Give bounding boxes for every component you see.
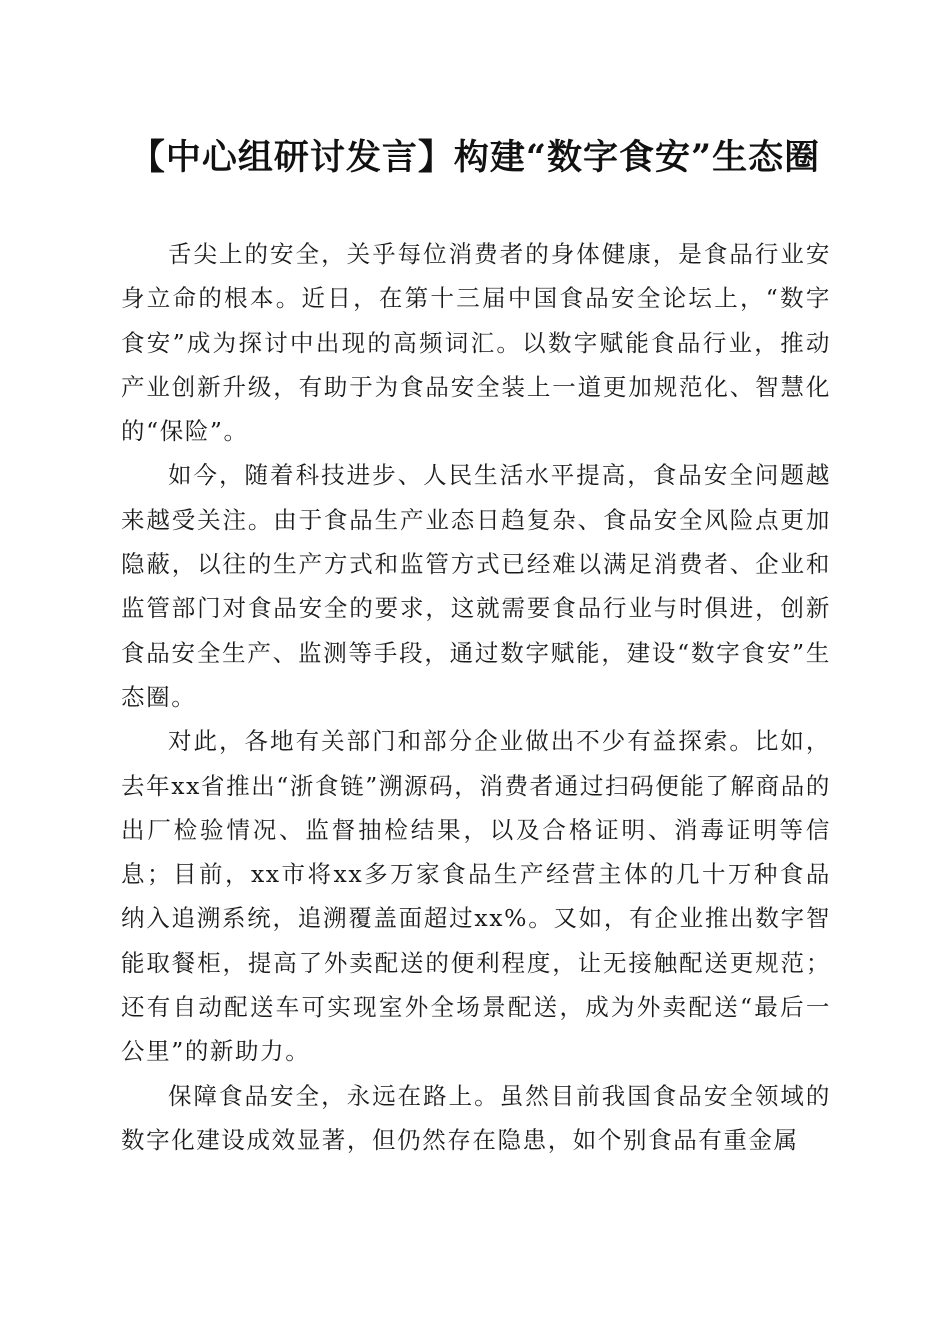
document-title: 【中心组研讨发言】构建“数字食安”生态圈 (129, 137, 821, 178)
paragraph-2: 如今，随着科技进步、人民生活水平提高，食品安全问题越来越受关注。由于食品生产业态日趋复杂、食品安全风险点更加隐蔽，以往的生产方式和监管方式已经难以满足消费者、企业和监管部门对食品安全的要求，这就需要食品行业与时俱进，创新食品安全生产、监测等手段，通过数字赋能，建设“数字食安”生态圈。 (121, 461, 831, 711)
paragraph-1: 舌尖上的安全，关乎每位消费者的身体健康，是食品行业安身立命的根本。近日，在第十三届中国食品安全论坛上，“数字食安”成为探讨中出现的高频词汇。以数字赋能食品行业，推动产业创新升级，有助于为食品安全装上一道更加规范化、智慧化的“保险”。 (121, 240, 831, 446)
paragraph-4: 保障食品安全，永远在路上。虽然目前我国食品安全领域的数字化建设成效显著，但仍然存在隐患，如个别食品有重金属 (121, 1081, 831, 1154)
paragraph-3: 对此，各地有关部门和部分企业做出不少有益探索。比如，去年xx省推出“浙食链”溯源码，消费者通过扫码便能了解商品的出厂检验情况、监督抽检结果，以及合格证明、消毒证明等信息；目前，xx市将xx多万家食品生产经营主体的几十万种食品纳入追溯系统，追溯覆盖面超过xx%。又如，有企业推出数字智能取餐柜，提高了外卖配送的便利程度，让无接触配送更规范；还有自动配送车可实现室外全场景配送，成为外卖配送“最后一公里”的新助力。 (121, 727, 831, 1066)
document-body (121, 232, 831, 1162)
